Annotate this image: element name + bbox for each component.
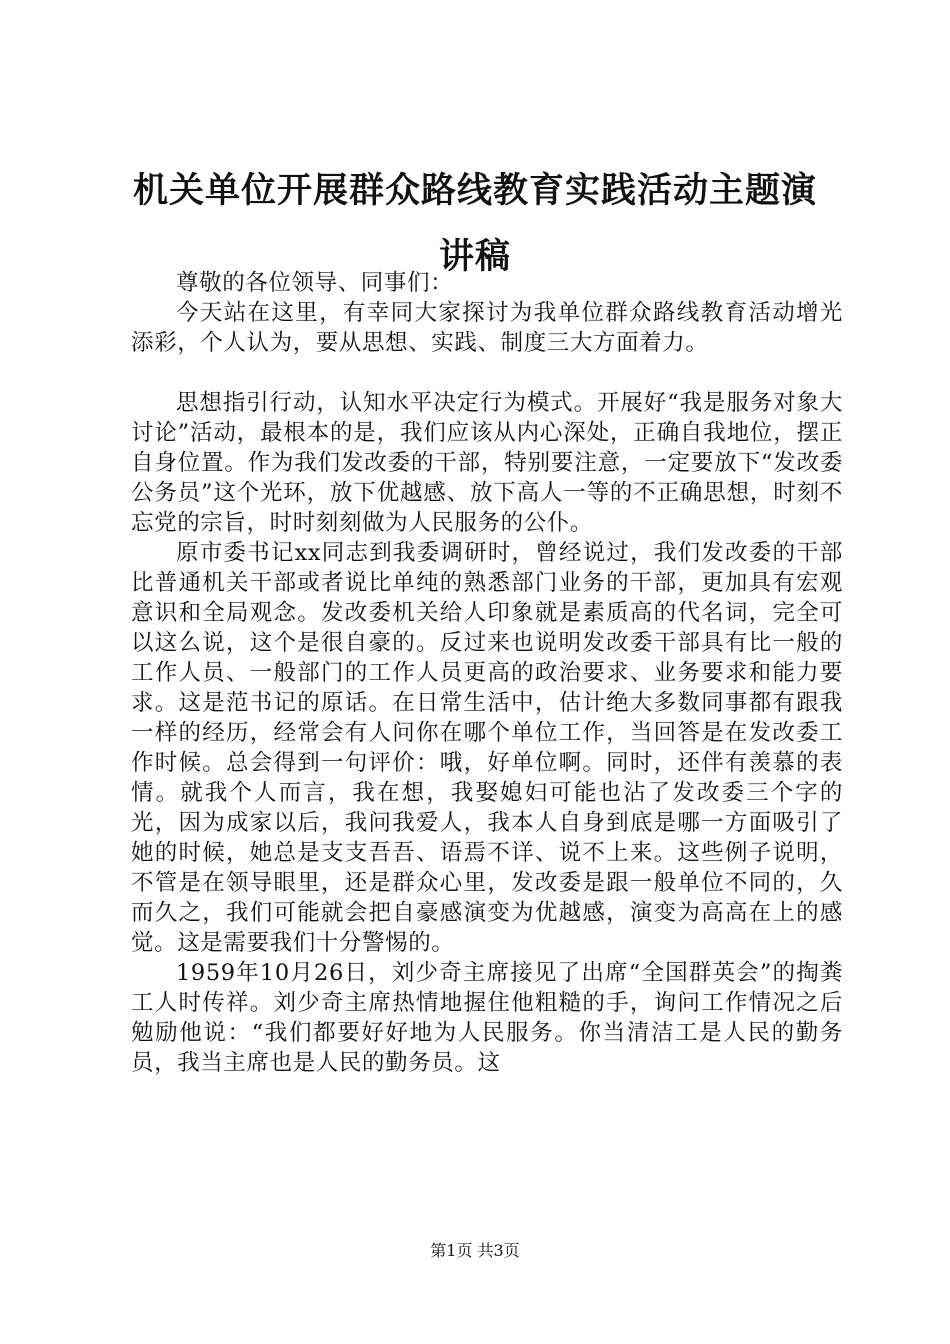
blank-line bbox=[131, 358, 843, 388]
paragraph-intro: 今天站在这里，有幸同大家探讨为我单位群众路线教育活动增光添彩，个人认为，要从思想、实践、制度三大方面着力。 bbox=[131, 300, 843, 356]
page-footer: 第1页 共3页 bbox=[430, 1241, 520, 1260]
document-body bbox=[131, 268, 843, 1078]
document-title: 机关单位开展群众路线教育实践活动主题演讲稿 bbox=[132, 171, 817, 277]
paragraph-thought: 思想指引行动，认知水平决定行为模式。开展好“我是服务对象大讨论”活动，最根本的是，我们应该从内心深处，正确自我地位，摆正自身位置。作为我们发改委的干部，特别要注意，一定要放下“发改委公务员”这个光环，放下优越感、放下高人一等的不正确思想，时刻不忘党的宗旨，时时刻刻做为人民服务的公仆。 bbox=[131, 390, 843, 536]
paragraph-secretary: 原市委书记xx同志到我委调研时，曾经说过，我们发改委的干部比普通机关干部或者说比单纯的熟悉部门业务的干部，更加具有宏观意识和全局观念。发改委机关给人印象就是素质高的代名词，完全可以这么说，这个是很自豪的。反过来也说明发改委干部具有比一般的工作人员、一般部门的工作人员更高的政治要求、业务要求和能力要求。这是范书记的原话。在日常生活中，估计绝大多数同事都有跟我一样的经历，经常会有人问你在哪个单位工作，当回答是在发改委工作时候。总会得到一句评价：哦，好单位啊。同时，还伴有羡慕的表情。就我个人而言，我在想，我娶媳妇可能也沾了发改委三个字的光，因为成家以后，我问我爱人，我本人自身到底是哪一方面吸引了她的时候，她总是支支吾吾、语焉不详、说不上来。这些例子说明，不管是在领导眼里，还是群众心里，发改委是跟一般单位不同的，久而久之，我们可能就会把自豪感演变为优越感，演变为高高在上的感觉。这是需要我们十分警惕的。 bbox=[131, 540, 843, 956]
paragraph-1959: 1959年10月26日，刘少奇主席接见了出席“全国群英会”的掏粪工人时传祥。刘少奇主席热情地握住他粗糙的手，询问工作情况之后勉励他说：“我们都要好好地为人民服务。你当清洁工是人民的勤务员，我当主席也是人民的勤务员。这 bbox=[131, 960, 843, 1076]
greeting: 尊敬的各位领导、同事们： bbox=[176, 270, 454, 296]
